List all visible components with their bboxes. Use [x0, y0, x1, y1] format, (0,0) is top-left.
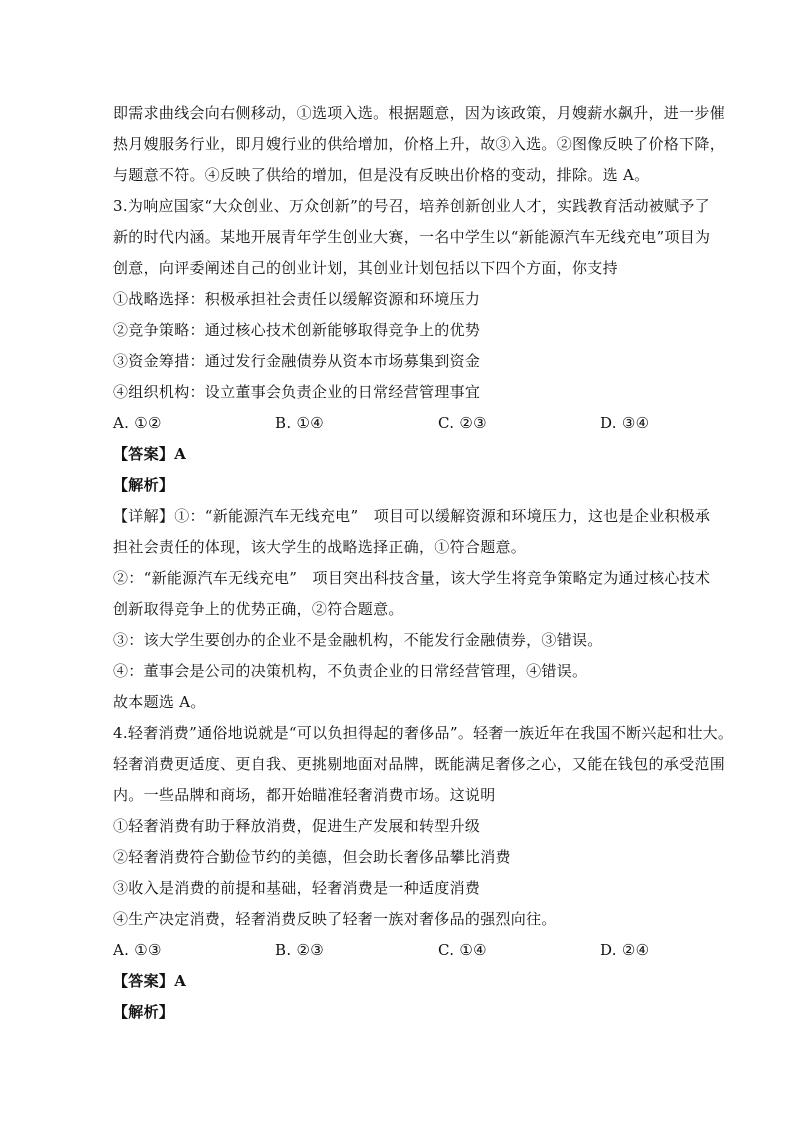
q4-stem-line: 4.轻奢消费”通俗地说就是“可以负担得起的奢侈品”。轻奢一族近年在我国不断兴起和壮大。 [113, 724, 734, 742]
q3-option-d: D. ③④ [600, 414, 650, 432]
q3-option-b: B. ①④ [275, 414, 324, 432]
q4-statement: ①轻奢消费有助于释放消费，促进生产发展和转型升级 [113, 817, 481, 835]
q3-stem-line: 新的时代内涵。某地开展青年学生创业大赛，一名中学生以“新能源汽车无线充电”项目为 [113, 228, 711, 246]
intro-line: 与题意不符。④反映了供给的增加，但是没有反映出价格的变动，排除。选 A。 [113, 166, 650, 184]
q3-detail-line: ②：“新能源汽车无线充电” 项目突出科技含量，该大学生将竞争策略定为通过核心技术 [113, 569, 711, 587]
q3-stem-line: 3.为响应国家“大众创业、万众创新”的号召，培养创新创业人才，实践教育活动被赋予了 [113, 197, 710, 215]
q3-statement: ④组织机构：设立董事会负责企业的日常经营管理事宜 [113, 383, 481, 401]
q3-option-c: C. ②③ [438, 414, 487, 432]
q4-statement: ②轻奢消费符合勤俭节约的美德，但会助长奢侈品攀比消费 [113, 848, 511, 866]
q4-statement: ③收入是消费的前提和基础，轻奢消费是一种适度消费 [113, 879, 481, 897]
intro-line: 热月嫂服务行业，即月嫂行业的供给增加，价格上升，故③入选。②图像反映了价格下降， [113, 135, 726, 153]
q4-option-d: D. ②④ [600, 941, 650, 959]
q3-answer: 【答案】A [113, 445, 187, 463]
intro-line: 即需求曲线会向右侧移动，①选项入选。根据题意，因为该政策，月嫂薪水飙升，进一步催 [113, 104, 726, 122]
q4-option-b: B. ②③ [275, 941, 324, 959]
q3-statement: ②竞争策略：通过核心技术创新能够取得竞争上的优势 [113, 321, 481, 339]
q3-option-a: A. ①② [113, 414, 162, 432]
q4-stem-line: 轻奢消费更适度、更自我、更挑剔地面对品牌，既能满足奢侈之心，又能在钱包的承受范围 [113, 755, 726, 773]
q4-statement: ④生产决定消费，轻奢消费反映了轻奢一族对奢侈品的强烈向往。 [113, 910, 557, 928]
q3-detail-line: 创新取得竞争上的优势正确，②符合题意。 [113, 600, 404, 618]
q4-analysis-label: 【解析】 [113, 1003, 175, 1021]
q3-detail-line: ③：该大学生要创办的企业不是金融机构，不能发行金融债券，③错误。 [113, 631, 603, 649]
q3-detail-line: 【详解】①：“新能源汽车无线充电” 项目可以缓解资源和环境压力，这也是企业积极承 [113, 507, 711, 525]
q3-detail-line: ④：董事会是公司的决策机构，不负责企业的日常经营管理，④错误。 [113, 662, 588, 680]
q3-detail-line: 担社会责任的体现，该大学生的战略选择正确，①符合题意。 [113, 538, 527, 556]
q3-detail-line: 故本题选 A。 [113, 693, 206, 711]
q4-stem-line: 内。一些品牌和商场，都开始瞄准轻奢消费市场。这说明 [113, 786, 496, 804]
q4-option-c: C. ①④ [438, 941, 487, 959]
q3-stem-line: 创意，向评委阐述自己的创业计划，其创业计划包括以下四个方面，你支持 [113, 259, 618, 277]
q4-option-a: A. ①③ [113, 941, 162, 959]
q3-statement: ③资金筹措：通过发行金融债券从资本市场募集到资金 [113, 352, 481, 370]
q3-statement: ①战略选择：积极承担社会责任以缓解资源和环境压力 [113, 290, 481, 308]
q4-answer: 【答案】A [113, 972, 187, 990]
q3-analysis-label: 【解析】 [113, 476, 175, 494]
